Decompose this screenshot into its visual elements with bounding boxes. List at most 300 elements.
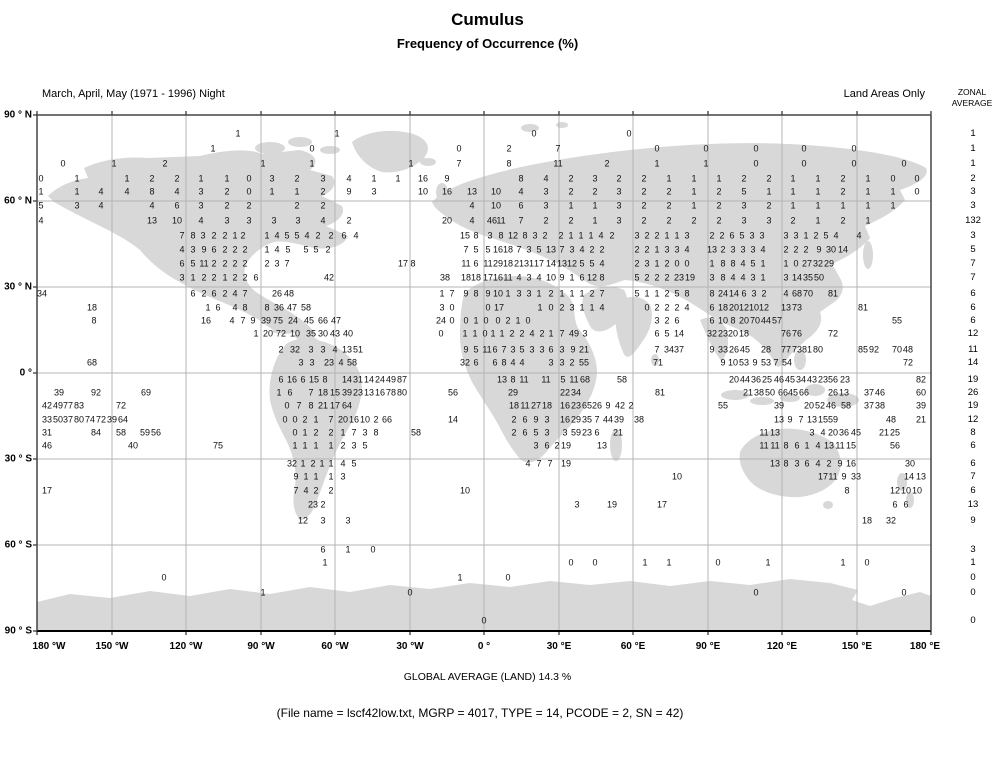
grid-value: 27 xyxy=(801,258,813,269)
zonal-average-value: 26 xyxy=(967,386,979,398)
grid-value: 4 xyxy=(684,244,690,255)
grid-value: 21 xyxy=(915,414,927,425)
zonal-average-value: 8 xyxy=(970,426,976,438)
grid-value: 2 xyxy=(222,230,228,241)
grid-value: 56 xyxy=(447,387,459,398)
grid-value: 6 xyxy=(544,440,550,451)
grid-value: 6 xyxy=(300,374,306,385)
grid-value: 2 xyxy=(761,288,767,299)
grid-value: 2 xyxy=(568,186,574,197)
grid-value: 13 xyxy=(780,302,792,313)
grid-value: 5 xyxy=(634,272,640,283)
grid-value: 23 xyxy=(817,374,829,385)
grid-value: 13 xyxy=(596,440,608,451)
zonal-average-value: 6 xyxy=(970,457,976,469)
grid-value: 14 xyxy=(903,471,915,482)
grid-value: 58 xyxy=(840,400,852,411)
grid-value: 39 xyxy=(915,400,927,411)
grid-value: 8 xyxy=(308,400,314,411)
grid-value: 1 xyxy=(499,328,505,339)
grid-value: 1 xyxy=(322,557,328,568)
grid-value: 37 xyxy=(673,344,685,355)
grid-value: 10 xyxy=(717,315,729,326)
grid-value: 9 xyxy=(293,471,299,482)
grid-value: 2 xyxy=(313,427,319,438)
grid-value: 2 xyxy=(302,414,308,425)
longitude-tick-label: 60 °W xyxy=(321,641,349,652)
grid-value: 1 xyxy=(865,186,871,197)
grid-value: 23 xyxy=(570,400,582,411)
grid-value: 9 xyxy=(720,357,726,368)
grid-value: 3 xyxy=(526,288,532,299)
grid-value: 39 xyxy=(106,414,118,425)
grid-value: 18 xyxy=(738,328,750,339)
grid-value: 1 xyxy=(666,173,672,184)
grid-value: 55 xyxy=(578,357,590,368)
grid-value: 11 xyxy=(461,258,471,269)
grid-value: 0 xyxy=(914,186,920,197)
grid-value: 53 xyxy=(738,357,750,368)
grid-value: 0 xyxy=(60,158,66,169)
grid-value: 21 xyxy=(742,387,754,398)
grid-value: 66 xyxy=(381,414,393,425)
longitude-tick-label: 180 °E xyxy=(909,641,941,652)
grid-value: 18 xyxy=(460,272,472,283)
grid-value: 49 xyxy=(52,400,64,411)
grid-value: 6 xyxy=(253,272,259,283)
grid-value: 48 xyxy=(902,344,914,355)
zonal-average-value: 5 xyxy=(970,243,976,255)
grid-value: 3 xyxy=(750,244,756,255)
grid-value: 7 xyxy=(516,244,522,255)
grid-value: 2 xyxy=(644,272,650,283)
grid-value: 7 xyxy=(555,143,561,154)
grid-value: 9 xyxy=(787,414,793,425)
grid-value: 3 xyxy=(308,344,314,355)
grid-value: 3 xyxy=(543,200,549,211)
grid-value: 8 xyxy=(730,258,736,269)
grid-value: 8 xyxy=(410,258,416,269)
grid-value: 1 xyxy=(334,128,340,139)
grid-value: 60 xyxy=(915,387,927,398)
grid-value: 3 xyxy=(246,215,252,226)
zonal-average-value: 7 xyxy=(970,271,976,283)
grid-value: 2 xyxy=(201,288,207,299)
grid-value: 1 xyxy=(790,186,796,197)
grid-value: 68 xyxy=(579,374,591,385)
grid-value: 2 xyxy=(264,258,270,269)
grid-value: 2 xyxy=(548,288,554,299)
grid-value: 1 xyxy=(319,458,325,469)
grid-value: 0 xyxy=(485,302,491,313)
grid-value: 5 xyxy=(560,374,566,385)
grid-value: 5 xyxy=(589,258,595,269)
grid-value: 1 xyxy=(890,200,896,211)
grid-value: 40 xyxy=(342,328,354,339)
grid-value: 57 xyxy=(771,315,783,326)
grid-value: 0 xyxy=(753,587,759,598)
grid-value: 68 xyxy=(791,288,803,299)
grid-value: 74 xyxy=(84,414,96,425)
grid-value: 1 xyxy=(691,200,697,211)
grid-value: 85 xyxy=(857,344,869,355)
grid-value: 9 xyxy=(201,244,207,255)
zonal-average-value: 132 xyxy=(965,214,981,226)
grid-value: 1 xyxy=(691,173,697,184)
grid-value: 47 xyxy=(286,302,298,313)
grid-value: 44 xyxy=(760,315,772,326)
grid-value: 75 xyxy=(272,315,284,326)
grid-value: 0 xyxy=(282,414,288,425)
grid-value: 4 xyxy=(232,288,238,299)
grid-value: 37 xyxy=(62,414,74,425)
grid-value: 10 xyxy=(748,302,760,313)
grid-value: 3 xyxy=(198,200,204,211)
grid-value: 16 xyxy=(492,244,504,255)
grid-value: 9 xyxy=(570,344,576,355)
grid-value: 1 xyxy=(260,587,266,598)
grid-value: 3 xyxy=(340,471,346,482)
grid-value: 14 xyxy=(447,414,459,425)
grid-value: 3 xyxy=(559,357,565,368)
grid-value: 11 xyxy=(553,158,563,169)
grid-value: 4 xyxy=(340,458,346,469)
grid-value: 6 xyxy=(492,344,498,355)
coverage-label: Land Areas Only xyxy=(843,88,925,100)
zonal-average-value: 1 xyxy=(970,157,976,169)
grid-value: 0 xyxy=(495,315,501,326)
grid-value: 7 xyxy=(547,458,553,469)
grid-value: 9 xyxy=(444,173,450,184)
grid-value: 10 xyxy=(359,414,371,425)
grid-value: 14 xyxy=(673,328,685,339)
grid-value: 42 xyxy=(614,400,626,411)
grid-value: 3 xyxy=(634,230,640,241)
grid-value: 1 xyxy=(198,173,204,184)
grid-value: 2 xyxy=(242,272,248,283)
grid-value: 2 xyxy=(664,302,670,313)
grid-value: 1 xyxy=(589,302,595,313)
zonal-average-value: 12 xyxy=(967,413,979,425)
grid-value: 25 xyxy=(889,427,901,438)
grid-value: 2 xyxy=(790,215,796,226)
grid-value: 11 xyxy=(482,344,492,355)
grid-value: 4 xyxy=(149,200,155,211)
grid-value: 8 xyxy=(518,173,524,184)
grid-value: 0 xyxy=(483,315,489,326)
grid-value: 1 xyxy=(371,173,377,184)
grid-value: 18 xyxy=(502,244,514,255)
grid-value: 8 xyxy=(264,302,270,313)
grid-value: 19 xyxy=(560,440,572,451)
grid-value: 0 xyxy=(438,328,444,339)
grid-value: 72 xyxy=(275,328,287,339)
grid-value: 26 xyxy=(271,288,283,299)
grid-value: 0 xyxy=(246,186,252,197)
grid-value: 2 xyxy=(325,244,331,255)
longitude-tick-label: 0 ° xyxy=(477,641,491,652)
grid-value: 2 xyxy=(511,427,517,438)
grid-value: 2 xyxy=(346,215,352,226)
grid-value: 80 xyxy=(396,387,408,398)
grid-value: 3 xyxy=(574,499,580,510)
grid-value: 2 xyxy=(783,244,789,255)
grid-value: 11 xyxy=(569,374,579,385)
grid-value: 6 xyxy=(579,272,585,283)
grid-value: 16 xyxy=(492,272,504,283)
grid-value: 13 xyxy=(769,458,781,469)
grid-value: 0 xyxy=(715,557,721,568)
grid-value: 4 xyxy=(346,173,352,184)
grid-value: 5 xyxy=(674,288,680,299)
grid-value: 2 xyxy=(224,186,230,197)
grid-value: 1 xyxy=(765,557,771,568)
grid-value: 3 xyxy=(644,258,650,269)
grid-value: 26 xyxy=(728,344,740,355)
grid-value: 1 xyxy=(205,302,211,313)
latitude-tick-label: 90 ° S xyxy=(4,625,32,637)
grid-value: 4 xyxy=(740,272,746,283)
grid-value: 2 xyxy=(373,414,379,425)
grid-value: 2 xyxy=(242,244,248,255)
grid-value: 1 xyxy=(568,230,574,241)
grid-value: 0 xyxy=(793,258,799,269)
grid-value: 7 xyxy=(559,328,565,339)
grid-value: 6 xyxy=(522,427,528,438)
grid-value: 5 xyxy=(473,344,479,355)
grid-value: 72 xyxy=(827,328,839,339)
grid-value: 0 xyxy=(626,128,632,139)
grid-value: 44 xyxy=(602,414,614,425)
grid-value: 3 xyxy=(592,173,598,184)
grid-value: 4 xyxy=(519,357,525,368)
zonal-average-value: 0 xyxy=(970,586,976,598)
grid-value: 1 xyxy=(210,143,216,154)
grid-value: 20 xyxy=(803,400,815,411)
grid-value: 3 xyxy=(766,215,772,226)
grid-value: 2 xyxy=(506,143,512,154)
grid-value: 1 xyxy=(408,158,414,169)
grid-value: 2 xyxy=(716,200,722,211)
grid-value: 56 xyxy=(889,440,901,451)
grid-value: 3 xyxy=(548,357,554,368)
grid-value: 1 xyxy=(804,440,810,451)
grid-value: 34 xyxy=(570,387,582,398)
grid-value: 66 xyxy=(798,387,810,398)
grid-value: 2 xyxy=(201,272,207,283)
grid-value: 2 xyxy=(222,288,228,299)
grid-value: 3 xyxy=(198,186,204,197)
grid-value: 3 xyxy=(269,173,275,184)
grid-value: 46 xyxy=(773,374,785,385)
grid-value: 14 xyxy=(837,244,849,255)
grid-value: 16 xyxy=(286,374,298,385)
grid-value: 2 xyxy=(793,244,799,255)
grid-value: 0 xyxy=(309,143,315,154)
grid-value: 12 xyxy=(889,485,901,496)
grid-value: 3 xyxy=(664,244,670,255)
grid-value: 45 xyxy=(739,344,751,355)
grid-value: 1 xyxy=(300,458,306,469)
grid-value: 0 xyxy=(684,258,690,269)
grid-value: 4 xyxy=(529,328,535,339)
grid-value: 6 xyxy=(594,427,600,438)
grid-value: 20 xyxy=(727,328,739,339)
grid-value: 1 xyxy=(490,328,496,339)
grid-value: 3 xyxy=(616,215,622,226)
grid-value: 1 xyxy=(578,230,584,241)
grid-value: 11 xyxy=(541,374,551,385)
zonal-average-value: 11 xyxy=(968,343,978,355)
grid-value: 10 xyxy=(911,485,923,496)
grid-value: 3 xyxy=(569,302,575,313)
grid-value: 2 xyxy=(589,288,595,299)
grid-value: 1 xyxy=(815,186,821,197)
grid-value: 3 xyxy=(582,328,588,339)
grid-value: 4 xyxy=(833,230,839,241)
grid-value: 50 xyxy=(52,414,64,425)
grid-value: 18 xyxy=(502,258,514,269)
grid-value: 50 xyxy=(813,272,825,283)
grid-value: 1 xyxy=(313,414,319,425)
grid-value: 81 xyxy=(827,288,839,299)
grid-value: 4 xyxy=(179,244,185,255)
grid-value: 2 xyxy=(232,258,238,269)
grid-value: 10 xyxy=(171,215,183,226)
grid-value: 7 xyxy=(599,288,605,299)
grid-value: 92 xyxy=(90,387,102,398)
latitude-tick-label: 0 ° xyxy=(19,367,32,379)
grid-value: 16 xyxy=(845,458,857,469)
latitude-tick-label: 30 ° S xyxy=(4,453,32,465)
grid-value: 1 xyxy=(303,471,309,482)
grid-value: 29 xyxy=(570,414,582,425)
grid-value: 7 xyxy=(456,158,462,169)
grid-value: 21 xyxy=(513,258,525,269)
grid-value: 4 xyxy=(274,230,280,241)
grid-value: 43 xyxy=(329,328,341,339)
grid-value: 8 xyxy=(730,315,736,326)
grid-value: 70 xyxy=(891,344,903,355)
grid-value: 2 xyxy=(641,215,647,226)
grid-value: 3 xyxy=(74,200,80,211)
grid-value: 2 xyxy=(340,440,346,451)
zonal-average-value: 9 xyxy=(970,514,976,526)
grid-value: 4 xyxy=(525,458,531,469)
grid-value: 20 xyxy=(738,315,750,326)
grid-value: 8 xyxy=(242,302,248,313)
grid-value: 31 xyxy=(41,427,53,438)
grid-value: 5 xyxy=(664,328,670,339)
grid-value: 2 xyxy=(310,458,316,469)
grid-value: 49 xyxy=(385,374,397,385)
grid-value: 59 xyxy=(139,427,151,438)
grid-value: 8 xyxy=(599,272,605,283)
grid-value: 7 xyxy=(559,244,565,255)
grid-value: 2 xyxy=(720,244,726,255)
grid-value: 0 xyxy=(38,173,44,184)
grid-value: 7 xyxy=(501,344,507,355)
grid-value: 7 xyxy=(240,315,246,326)
grid-value: 80 xyxy=(812,344,824,355)
grid-value: 36 xyxy=(750,374,762,385)
grid-value: 53 xyxy=(760,357,772,368)
zonal-average-value: 14 xyxy=(967,356,979,368)
grid-value: 4 xyxy=(332,344,338,355)
grid-value: 7 xyxy=(179,230,185,241)
grid-value: 0 xyxy=(801,143,807,154)
grid-value: 3 xyxy=(709,272,715,283)
grid-value: 19 xyxy=(684,272,696,283)
grid-value: 4 xyxy=(38,215,44,226)
grid-value: 2 xyxy=(519,328,525,339)
grid-value: 0 xyxy=(407,587,413,598)
grid-value: 3 xyxy=(439,302,445,313)
grid-value: 18 xyxy=(470,272,482,283)
grid-value: 3 xyxy=(750,272,756,283)
grid-value: 23 xyxy=(717,328,729,339)
grid-value: 32 xyxy=(459,357,471,368)
grid-value: 23 xyxy=(323,357,335,368)
grid-value: 8 xyxy=(149,186,155,197)
grid-value: 2 xyxy=(719,230,725,241)
grid-value: 58 xyxy=(616,374,628,385)
grid-value: 14 xyxy=(791,272,803,283)
grid-value: 4 xyxy=(815,440,821,451)
grid-value: 5 xyxy=(38,200,44,211)
grid-value: 46 xyxy=(825,400,837,411)
grid-value: 4 xyxy=(338,357,344,368)
grid-value: 5 xyxy=(519,344,525,355)
grid-value: 2 xyxy=(741,173,747,184)
grid-value: 1 xyxy=(654,158,660,169)
grid-value: 3 xyxy=(544,427,550,438)
grid-value: 6 xyxy=(804,458,810,469)
grid-value: 69 xyxy=(140,387,152,398)
longitude-tick-label: 180 °W xyxy=(32,641,66,652)
grid-value: 72 xyxy=(902,357,914,368)
grid-value: 9 xyxy=(463,288,469,299)
grid-value: 2 xyxy=(766,200,772,211)
grid-value: 5 xyxy=(294,230,300,241)
grid-value: 27 xyxy=(530,400,542,411)
grid-value: 38 xyxy=(874,400,886,411)
grid-value: 2 xyxy=(162,158,168,169)
grid-value: 48 xyxy=(885,414,897,425)
grid-value: 13 xyxy=(769,427,781,438)
grid-value: 1 xyxy=(783,258,789,269)
grid-value: 20 xyxy=(441,215,453,226)
grid-value: 2 xyxy=(211,258,217,269)
grid-value: 33 xyxy=(717,344,729,355)
grid-value: 31 xyxy=(352,374,364,385)
grid-value: 18 xyxy=(508,400,520,411)
grid-value: 2 xyxy=(634,244,640,255)
grid-value: 11 xyxy=(759,427,769,438)
grid-value: 58 xyxy=(346,357,358,368)
grid-value: 77 xyxy=(780,344,792,355)
grid-value: 21 xyxy=(317,400,329,411)
grid-value: 3 xyxy=(562,427,568,438)
grid-value: 18 xyxy=(861,515,873,526)
grid-value: 13 xyxy=(146,215,158,226)
zonal-average-value: 3 xyxy=(970,543,976,555)
grid-value: 1 xyxy=(654,288,660,299)
grid-value: 3 xyxy=(741,200,747,211)
grid-value: 3 xyxy=(783,230,789,241)
grid-value: 9 xyxy=(752,357,758,368)
grid-value: 1 xyxy=(269,186,275,197)
